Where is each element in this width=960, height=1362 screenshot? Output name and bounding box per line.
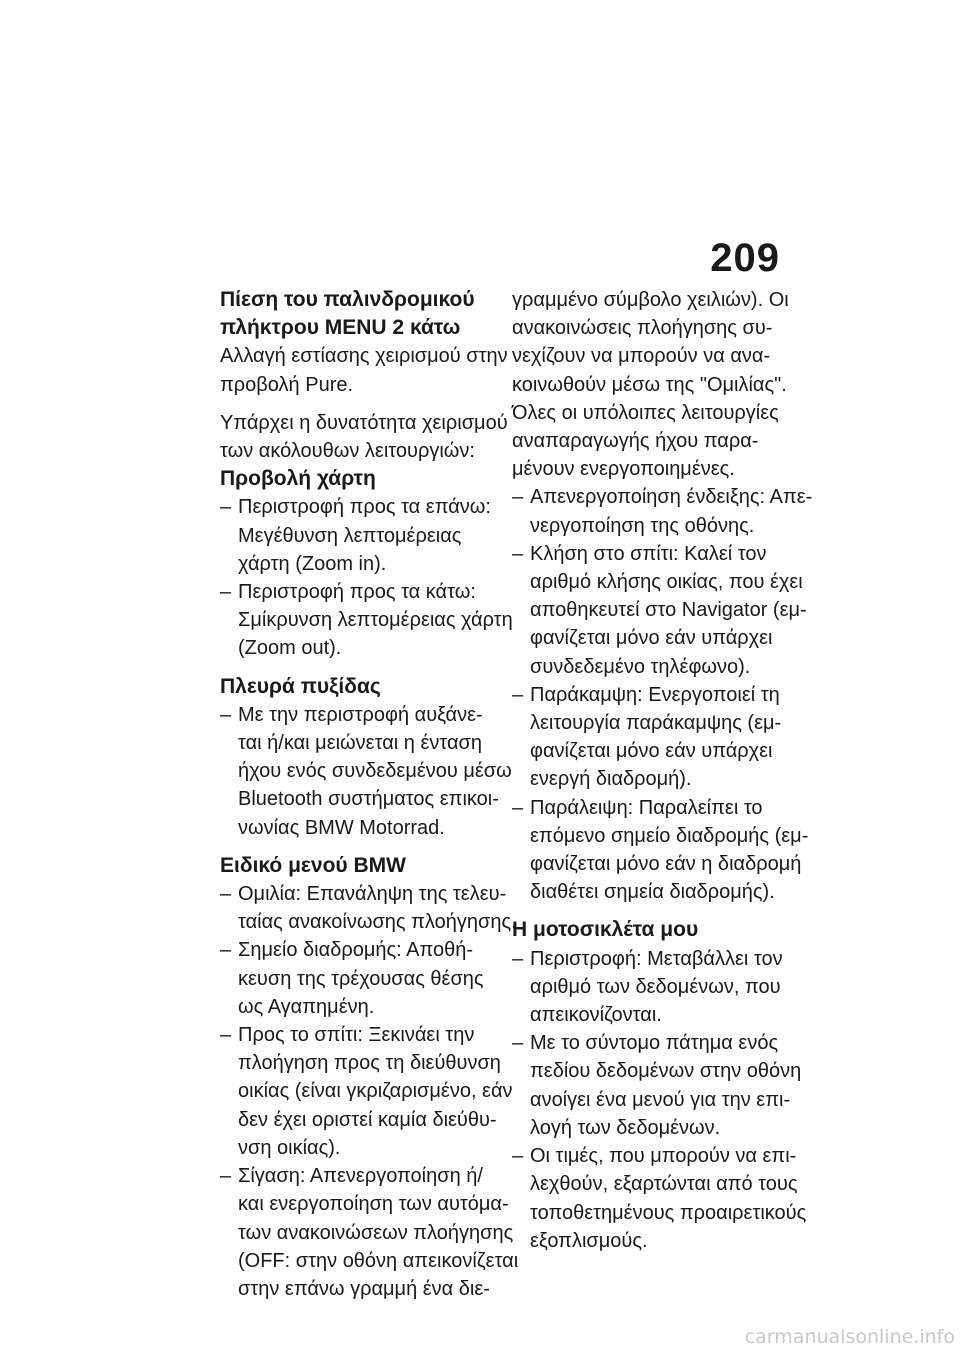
dash-bullet: – [220,939,232,962]
text-line: Πλευρά πυξίδας [220,674,381,698]
paragraph [220,409,508,465]
text-line: ενεργή διαδρομή). [530,768,692,791]
text-line: αποθηκευτεί στο Navigator (εμ- [530,599,807,622]
text-line: Ειδικό μενού BMW [220,853,406,877]
text-line: Προβολή χάρτη [220,467,376,491]
watermark: carmanualsonline.info [744,1326,955,1348]
list-item [220,701,512,842]
text-line: Παράκαμψη: Ενεργοποιεί τη [530,683,780,706]
section-heading [220,852,500,880]
text-line: Οι τιμές, που μπορούν να επι- [530,1145,797,1168]
text-line: ταίας ανακοίνωσης πλοήγησης. [238,911,517,934]
text-line: πλοήγηση προς τη διεύθυνση [238,1052,501,1075]
text-line: Bluetooth συστήματος επικοι- [238,788,499,811]
text-line: Ομιλία: Επανάληψη της τελευ- [238,883,507,906]
text-line: λογή των δεδομένων. [530,1116,721,1139]
list-item [512,1142,807,1255]
text-line: ανοίγει ένα μενού για την επι- [530,1088,791,1111]
dash-bullet: – [512,796,524,819]
text-line: Σίγαση: Απενεργοποίηση ή/ [238,1165,483,1188]
text-line: νεχίζουν να μπορούν να ανα- [512,345,771,368]
list-item [512,945,797,1030]
text-line: ανακοινώσεις πλοήγησης συ- [512,317,773,340]
text-line: φανίζεται μόνο εάν η διαδρομή [530,853,802,876]
text-line: Περιστροφή προς τα επάνω: [238,496,491,519]
left-column [220,286,519,1303]
list-item [220,880,517,936]
dash-bullet: – [220,496,232,519]
text-line: στην επάνω γραμμή ένα διε- [238,1277,490,1300]
text-line: νωνίας BMW Motorrad. [238,816,445,839]
dash-bullet: – [220,1165,232,1188]
list-item [220,578,513,663]
text-line: νεργοποίηση της οθόνης. [530,514,755,537]
text-line: φανίζεται μόνο εάν υπάρχει [530,740,773,763]
dash-bullet: – [220,883,232,906]
text-line: λεχθούν, εξαρτώνται από τους [530,1173,798,1196]
dash-bullet: – [220,703,232,726]
text-line: μένουν ενεργοποιημένες. [512,458,735,481]
text-line: Περιστροφή προς τα κάτω: [238,581,476,604]
text-line: Μεγέθυνση λεπτομέρειας [238,524,462,547]
text-line: Σημείο διαδρομής: Αποθή- [238,939,473,962]
text-line: και ενεργοποίηση των αυτόμα- [238,1193,509,1216]
text-line: Με το σύντομο πάτημα ενός [530,1032,779,1055]
text-line: Κλήση στο σπίτι: Καλεί τον [530,542,767,565]
text-line: Πίεση του παλινδρομικού [220,288,475,311]
text-line: τοποθετημένους προαιρετικούς [530,1201,807,1224]
text-line: ται ή/και μειώνεται η ένταση [238,732,483,755]
text-line: φανίζεται μόνο εάν υπάρχει [530,627,773,650]
dash-bullet: – [512,542,524,565]
text-line: Υπάρχει η δυνατότητα χειρισμού [220,411,508,434]
text-line: νση οικίας). [238,1136,341,1159]
text-line: (OFF: στην οθόνη απεικονίζεται [238,1249,519,1272]
paragraph [220,342,508,398]
list-item [220,493,500,578]
text-line: κευση της τρέχουσας θέσης [238,967,484,990]
text-line: ως Αγαπημένη. [238,995,375,1018]
text-line: απεικονίζονται. [530,1004,662,1027]
text-line: Σμίκρυνση λεπτομέρειας χάρτη [238,609,513,632]
text-line: αριθμό κλήσης οικίας, που έχει [530,571,803,594]
list-item [220,1021,513,1162]
section-heading [220,465,500,493]
dash-bullet: – [220,581,232,604]
text-line: Όλες οι υπόλοιπες λειτουργίες [512,401,779,424]
list-item-continuation [512,286,797,483]
text-line: Περιστροφή: Μεταβάλλει τον [530,947,783,970]
list-item [512,1029,802,1142]
text-line: ήχου ενός συνδεδεμένου μέσω [238,760,512,783]
list-item [512,540,807,681]
text-line: Η μοτοσικλέτα μου [512,918,699,942]
text-line: χάρτη (Zoom in). [238,552,387,575]
text-line: επόμενο σημείο διαδρομής (εμ- [530,824,809,847]
list-item [512,483,813,539]
dash-bullet: – [512,947,524,970]
section-heading [220,673,500,701]
text-line: αναπαραγωγής ήχου παρα- [512,430,759,453]
text-line: γραμμένο σύμβολο χειλιών). Οι [512,289,789,311]
dash-bullet: – [512,486,524,509]
text-line: Παράλειψη: Παραλείπει το [530,796,763,819]
text-line: προβολή Pure. [220,373,354,396]
text-line: (Zoom out). [238,637,342,660]
list-item [220,936,500,1021]
text-line: πεδίου δεδομένων στην οθόνη [530,1060,802,1083]
text-line: κοινωθούν μέσω της "Ομιλίας". [512,373,787,396]
text-line: οικίας (είναι γκριζαρισμένο, εάν [238,1080,513,1103]
text-line: των ανακοινώσεων πλοήγησης [238,1221,514,1244]
text-line: πλήκτρου MENU 2 κάτω [220,316,461,340]
text-line: Με την περιστροφή αυξάνε- [238,703,483,726]
right-column [512,286,813,1255]
text-line: Προς το σπίτι: Ξεκινάει την [238,1024,475,1047]
dash-bullet: – [512,1032,524,1055]
page-number: 209 [710,236,780,280]
dash-bullet: – [512,1145,524,1168]
text-line: λειτουργία παράκαμψης (εμ- [530,712,782,735]
text-line: δεν έχει οριστεί καμία διεύθυ- [238,1108,497,1131]
list-item [512,794,809,907]
text-line: Αλλαγή εστίασης χειρισμού στην [220,345,508,368]
text-line: Απενεργοποίηση ένδειξης: Απε- [530,486,813,509]
text-line: διαθέτει σημεία διαδρομής). [530,881,775,904]
list-item [512,681,797,794]
section-heading [220,286,500,342]
text-line: των ακόλουθων λειτουργιών: [220,440,475,463]
text-line: εξοπλισμούς. [530,1229,648,1252]
dash-bullet: – [220,1024,232,1047]
text-line: αριθμό των δεδομένων, που [530,975,781,998]
section-heading [512,916,797,944]
list-item [220,1162,519,1303]
dash-bullet: – [512,683,524,706]
text-line: συνδεδεμένο τηλέφωνο). [530,655,751,678]
